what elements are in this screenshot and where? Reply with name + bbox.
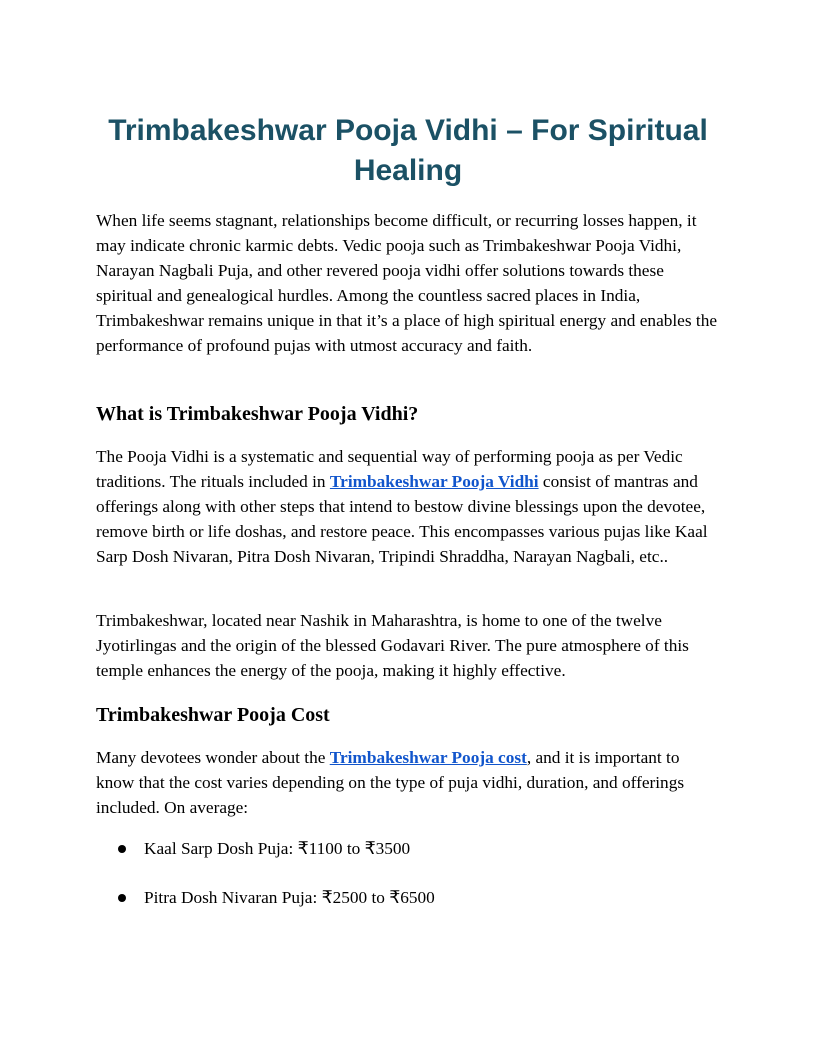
document-page: [96, 0, 720, 1056]
pooja-vidhi-paragraph: [96, 444, 720, 569]
trimbakeshwar-pooja-cost-link[interactable]: Trimbakeshwar Pooja cost: [329, 748, 527, 767]
page-title: Trimbakeshwar Pooja Vidhi – For Spiritual Healing: [108, 114, 708, 187]
section-heading-what-is: What is Trimbakeshwar Pooja Vidhi?: [96, 403, 419, 425]
pooja-cost-paragraph-text-start: Many devotees wonder about the: [96, 748, 330, 767]
trimbakeshwar-pooja-vidhi-link[interactable]: Trimbakeshwar Pooja Vidhi: [329, 472, 539, 491]
pooja-vidhi-paragraph-text-end: consist of mantras and offerings along with other steps that intend to bestow divine blessings upon the devotee, remove birth or life doshas, and restore peace. This encompasses various pujas like Kaal Sarp Dosh Nivaran, Pitra Dosh Nivaran, Tripindi Shraddha, Narayan Nagbali, etc..: [96, 472, 708, 566]
pooja-vidhi-paragraph-text-start: The Pooja Vidhi is a systematic and sequential way of performing pooja as per Vedic traditions. The rituals included in: [96, 447, 683, 491]
section-heading-pooja-cost: Trimbakeshwar Pooja Cost: [96, 704, 330, 726]
list-item-text: Kaal Sarp Dosh Puja: ₹1100 to ₹3500: [144, 839, 411, 858]
pooja-cost-paragraph-text-end: , and it is important to know that the cost varies depending on the type of puja vidhi, duration, and offerings included. On average:: [96, 748, 685, 817]
intro-paragraph: When life seems stagnant, relationships become difficult, or recurring losses happen, it may indicate chronic karmic debts. Vedic pooja such as Trimbakeshwar Pooja Vidhi, Narayan Nagbali Puja, and other revered pooja vidhi offer solutions towards these spiritual and genealogical hurdles. Among the countless sacred places in India, Trimbakeshwar remains unique in that it’s a place of high spiritual energy and enables the performance of profound pujas with utmost accuracy and faith.: [96, 211, 718, 355]
list-item-text: Pitra Dosh Nivaran Puja: ₹2500 to ₹6500: [144, 888, 435, 907]
bullet-icon: [118, 894, 126, 902]
pooja-cost-paragraph: [96, 745, 720, 820]
trimbakeshwar-location-paragraph: Trimbakeshwar, located near Nashik in Maharashtra, is home to one of the twelve Jyotirlingas and the origin of the blessed Godavari River. The pure atmosphere of this temple enhances the energy of the pooja, making it highly effective.: [96, 611, 689, 680]
bullet-icon: [118, 845, 126, 853]
